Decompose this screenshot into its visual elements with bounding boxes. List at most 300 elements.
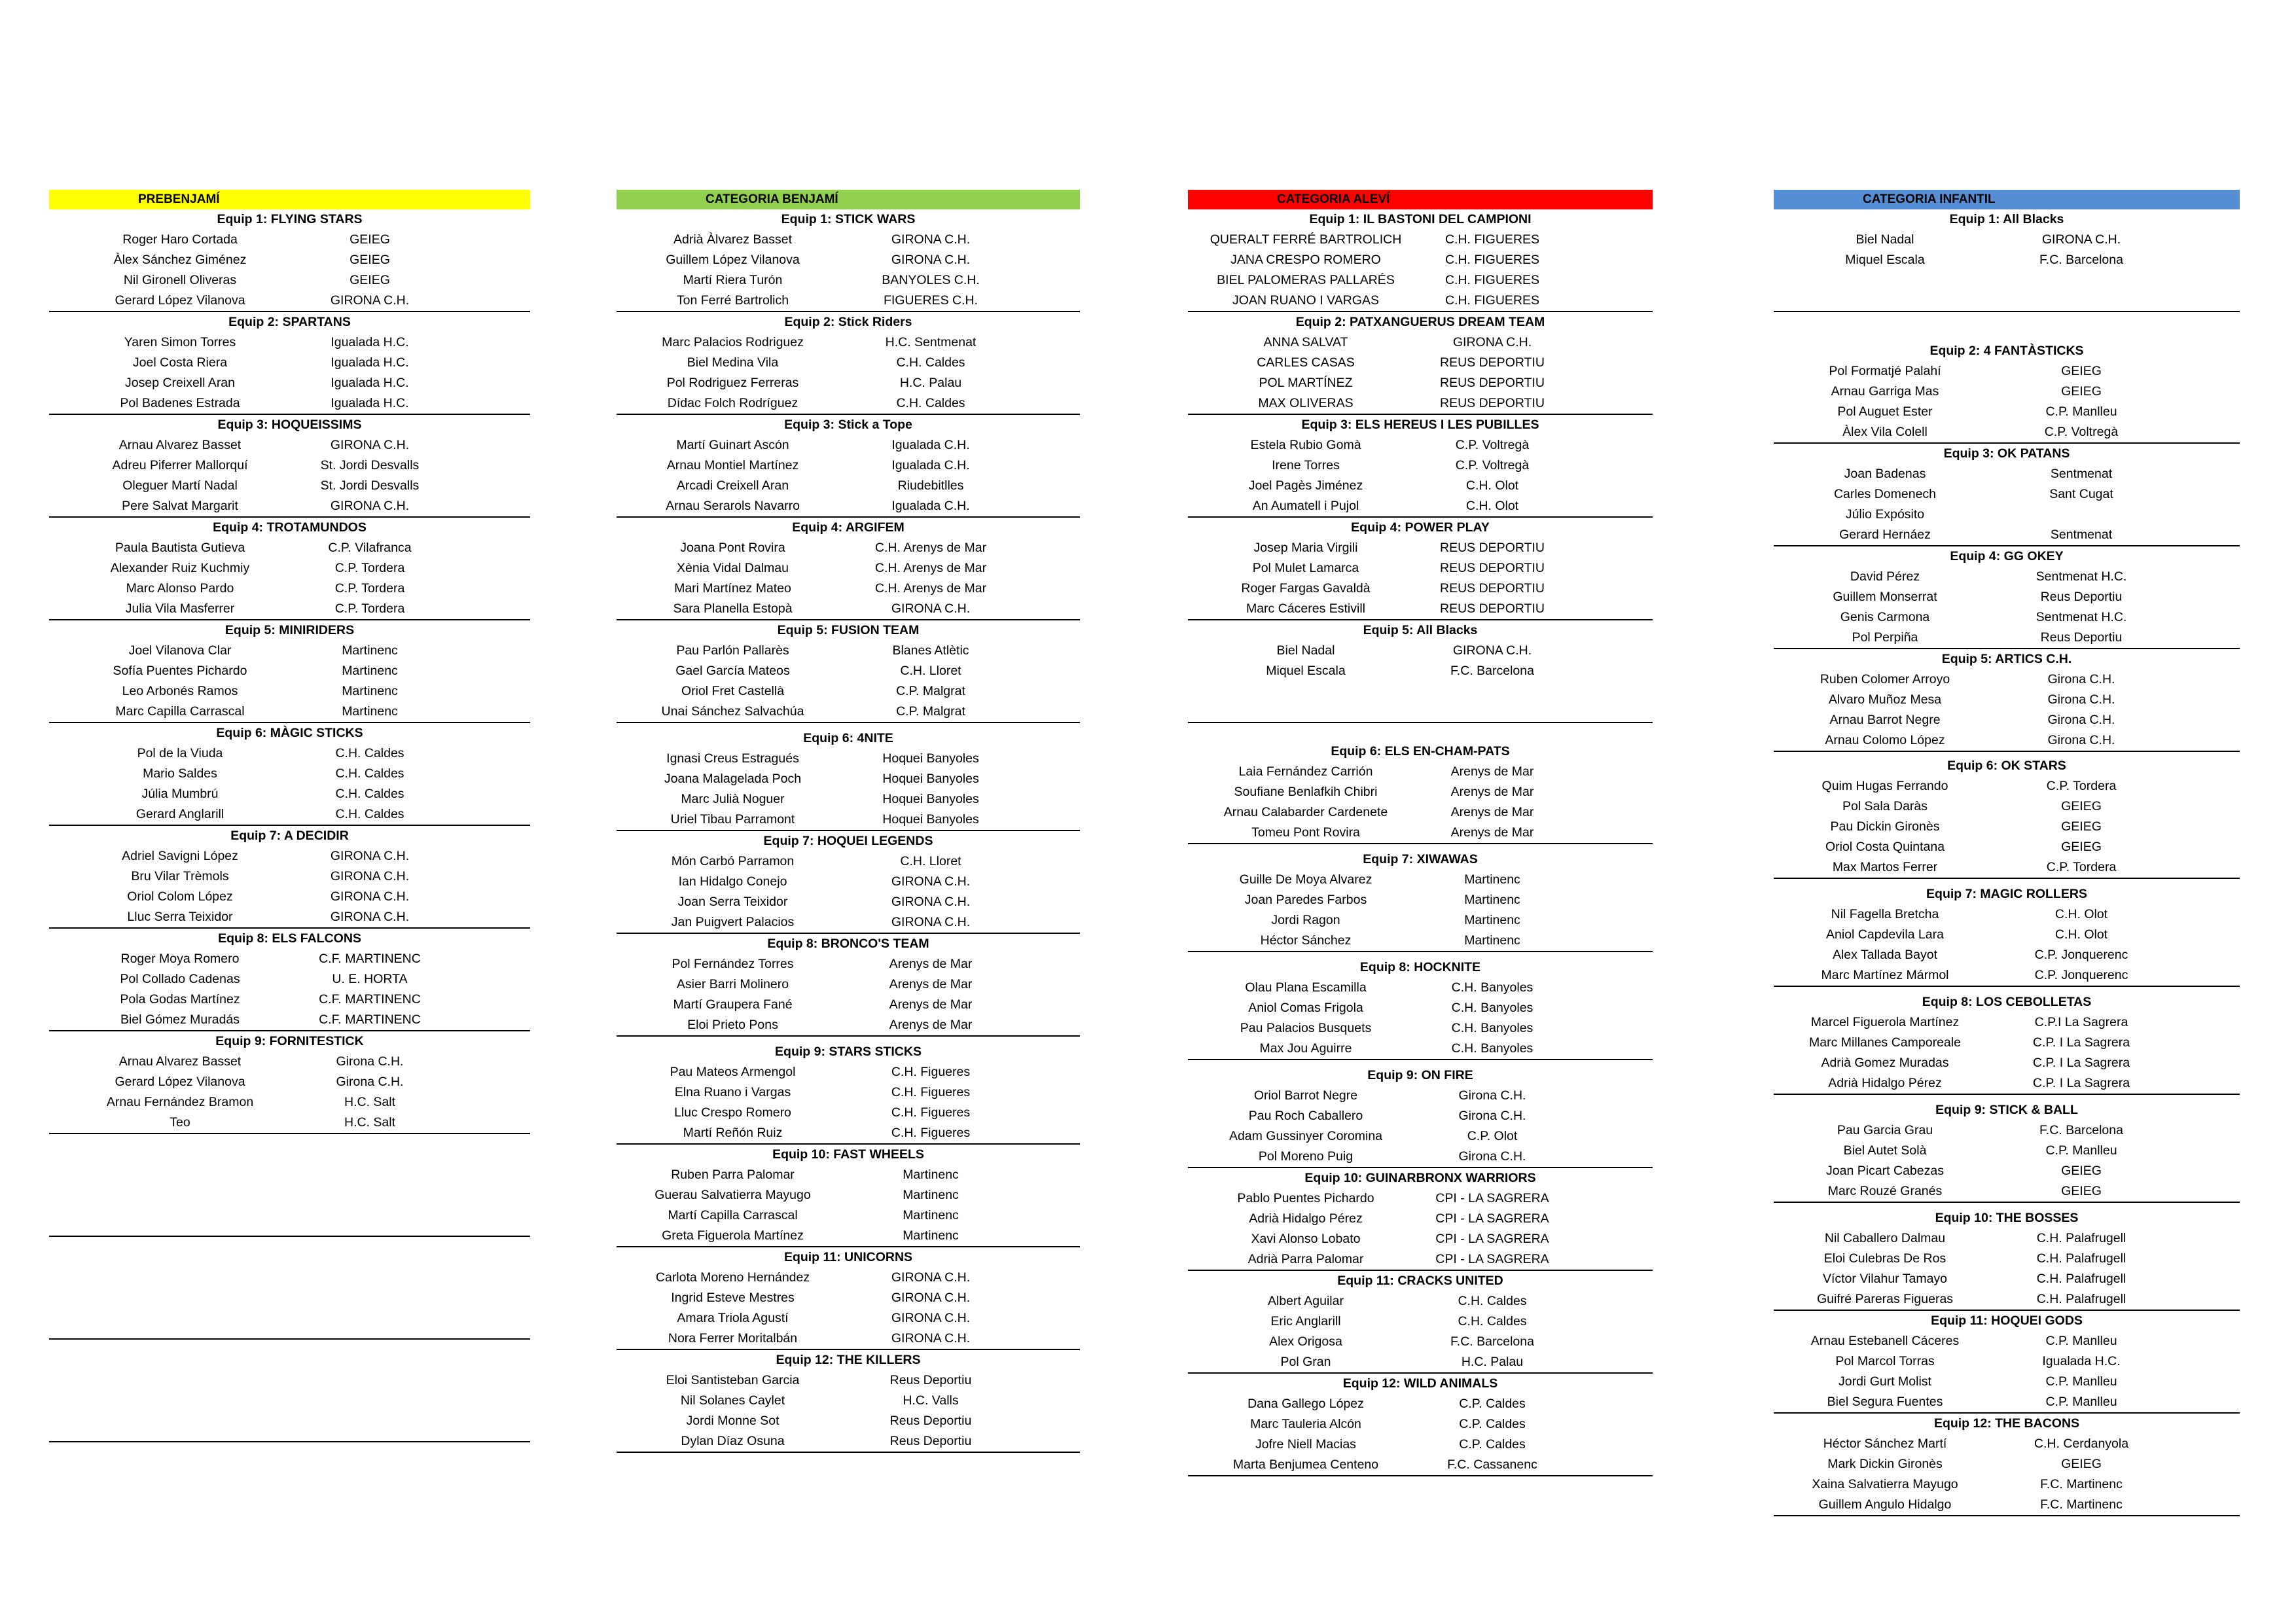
member-row bbox=[1188, 1126, 1653, 1147]
member-row bbox=[1188, 455, 1653, 476]
club-name: GEIEG bbox=[2061, 364, 2102, 378]
club-name: GEIEG bbox=[2061, 819, 2102, 834]
player-name: Eloi Culebras De Ros bbox=[1823, 1251, 1946, 1266]
member-row bbox=[49, 1380, 530, 1400]
team-title: Equip 4: GG OKEY bbox=[1950, 549, 2064, 563]
member-row bbox=[617, 702, 1080, 723]
member-row bbox=[49, 949, 530, 969]
team-block bbox=[617, 415, 1080, 518]
club-name: Girona C.H. bbox=[1458, 1109, 1526, 1123]
player-name bbox=[49, 1380, 311, 1400]
member-row bbox=[617, 1411, 1080, 1431]
team-block bbox=[617, 1042, 1080, 1145]
member-row bbox=[1188, 870, 1653, 890]
team-title: Equip 7: XIWAWAS bbox=[1363, 852, 1478, 866]
member-row bbox=[1774, 1351, 2240, 1372]
team-title: Equip 11: CRACKS UNITED bbox=[1337, 1274, 1503, 1288]
player-name: Pere Salvat Margarit bbox=[122, 499, 238, 513]
member-row bbox=[49, 1092, 530, 1113]
club-name: C.H. Arenys de Mar bbox=[874, 541, 987, 555]
team-block bbox=[1774, 1414, 2240, 1516]
club-name: GIRONA C.H. bbox=[891, 253, 971, 267]
player-name bbox=[49, 1318, 311, 1338]
player-name: Roger Fargas Gavaldà bbox=[1241, 581, 1371, 596]
player-name: Gerard López Vilanova bbox=[115, 293, 245, 308]
club-name: Martinenc bbox=[903, 1208, 959, 1222]
member-row bbox=[617, 995, 1080, 1015]
club-name: C.P. Manlleu bbox=[2045, 1374, 2117, 1389]
team-title: Equip 1: FLYING STARS bbox=[217, 212, 363, 226]
category-benjami-column bbox=[617, 190, 1080, 1453]
member-row bbox=[1774, 1454, 2240, 1474]
category-header: CATEGORIA INFANTIL bbox=[1774, 190, 2240, 209]
club-name: C.P. Tordera bbox=[334, 581, 405, 596]
club-name: C.H. FIGUERES bbox=[1444, 273, 1540, 287]
player-name: Pol Collado Cadenas bbox=[120, 972, 240, 986]
player-name: Júlio Expósito bbox=[1845, 507, 1925, 522]
player-name: Arnau Montiel Martínez bbox=[666, 458, 799, 473]
club-name: Reus Deportiu bbox=[889, 1434, 972, 1448]
player-name: Héctor Sánchez Martí bbox=[1823, 1436, 1947, 1451]
club-name: GIRONA C.H. bbox=[891, 915, 971, 929]
team-title: Equip 2: Stick Riders bbox=[784, 315, 912, 329]
team-block bbox=[617, 620, 1080, 723]
member-row bbox=[49, 230, 530, 250]
club-name: C.P. Malgrat bbox=[896, 704, 965, 719]
player-name: Paula Bautista Gutieva bbox=[115, 541, 245, 555]
club-name: CPI - LA SAGRERA bbox=[1435, 1211, 1549, 1226]
member-row bbox=[49, 907, 530, 929]
club-name: C.H. Caldes bbox=[896, 396, 965, 410]
member-row bbox=[1774, 1289, 2240, 1311]
member-row bbox=[1774, 904, 2240, 925]
member-row bbox=[617, 538, 1080, 558]
member-row bbox=[617, 1288, 1080, 1308]
team-title: Equip 12: THE KILLERS bbox=[776, 1353, 921, 1367]
member-row bbox=[1774, 669, 2240, 690]
club-name: C.H. Olot bbox=[2054, 927, 2108, 942]
member-row bbox=[1774, 1073, 2240, 1095]
club-name: C.H. FIGUERES bbox=[1444, 253, 1540, 267]
club-name: C.P. Voltregà bbox=[1455, 458, 1530, 473]
player-name: Pol Marcol Torras bbox=[1835, 1354, 1935, 1368]
player-name: Món Carbó Parramon bbox=[671, 854, 795, 868]
club-name: Martinenc bbox=[1464, 872, 1520, 887]
member-row bbox=[617, 810, 1080, 831]
player-name: David Pérez bbox=[1850, 569, 1920, 584]
team-title: Equip 1: STICK WARS bbox=[781, 212, 916, 226]
club-name: H.C. Palau bbox=[899, 376, 962, 390]
member-row bbox=[1774, 464, 2240, 484]
player-name: Roger Haro Cortada bbox=[122, 232, 238, 247]
club-name: GEIEG bbox=[2061, 384, 2102, 399]
member-row bbox=[617, 579, 1080, 599]
club-name: C.H. Palafrugell bbox=[2036, 1272, 2126, 1286]
player-name: Estela Rubio Gomà bbox=[1250, 438, 1361, 452]
club-name: Girona C.H. bbox=[2047, 672, 2115, 687]
member-row bbox=[1188, 661, 1653, 681]
member-row bbox=[1774, 270, 2240, 291]
player-name: Adam Gussinyer Coromina bbox=[1229, 1129, 1383, 1143]
player-name: Marc Cáceres Estivill bbox=[1246, 601, 1366, 616]
member-row bbox=[1188, 1249, 1653, 1271]
player-name bbox=[49, 1154, 311, 1175]
club-name: C.F. MARTINENC bbox=[319, 1012, 421, 1027]
player-name: Ingrid Esteve Mestres bbox=[671, 1291, 795, 1305]
player-name: Víctor Vilahur Tamayo bbox=[1822, 1272, 1948, 1286]
team-title: Equip 4: POWER PLAY bbox=[1351, 520, 1490, 535]
member-row bbox=[49, 661, 530, 681]
member-row bbox=[1188, 373, 1653, 393]
player-name bbox=[49, 1195, 311, 1215]
team-title: Equip 8: ELS FALCONS bbox=[218, 931, 361, 946]
member-row bbox=[49, 558, 530, 579]
member-row bbox=[49, 353, 530, 373]
member-row bbox=[1188, 250, 1653, 270]
player-name: Guillem Angulo Hidalgo bbox=[1818, 1497, 1952, 1512]
player-name: Dana Gallego López bbox=[1247, 1397, 1364, 1411]
member-row bbox=[1188, 1435, 1653, 1455]
team-block bbox=[49, 826, 530, 929]
member-row bbox=[1774, 230, 2240, 250]
member-row bbox=[1188, 1332, 1653, 1352]
player-name: Arnau Serarols Navarro bbox=[666, 499, 800, 513]
member-row bbox=[617, 974, 1080, 995]
member-row bbox=[617, 1329, 1080, 1350]
club-name: GEIEG bbox=[2061, 1457, 2102, 1471]
club-name: GEIEG bbox=[350, 273, 390, 287]
club-name: C.P. Tordera bbox=[334, 561, 405, 575]
club-name: C.P. Jonquerenc bbox=[2034, 968, 2128, 982]
player-name: Martí Guinart Ascón bbox=[676, 438, 789, 452]
team-title: Equip 6: 4NITE bbox=[803, 731, 893, 745]
team-block bbox=[617, 934, 1080, 1037]
club-name: REUS DEPORTIU bbox=[1440, 561, 1545, 575]
member-row bbox=[49, 681, 530, 702]
player-name: Arnau Estebanell Cáceres bbox=[1810, 1334, 1960, 1348]
player-name: Guifré Pareras Figueras bbox=[1816, 1292, 1954, 1306]
member-row bbox=[49, 599, 530, 620]
player-name: Joan Paredes Farbos bbox=[1244, 893, 1367, 907]
player-name: Julia Vila Masferrer bbox=[125, 601, 235, 616]
club-name: GEIEG bbox=[2061, 1184, 2102, 1198]
club-name: H.C. Salt bbox=[344, 1095, 396, 1109]
player-name: Mark Dickin Gironès bbox=[1827, 1457, 1943, 1471]
club-name: Igualada C.H. bbox=[891, 458, 970, 473]
club-name: Martinenc bbox=[1464, 913, 1520, 927]
player-name: Gael García Mateos bbox=[675, 664, 790, 678]
member-row bbox=[1774, 1181, 2240, 1203]
category-header: CATEGORIA ALEVÍ bbox=[1188, 190, 1653, 209]
player-name: Dylan Díaz Osuna bbox=[681, 1434, 785, 1448]
member-row bbox=[617, 476, 1080, 496]
player-name: Unai Sánchez Salvachúa bbox=[661, 704, 804, 719]
club-name: Girona C.H. bbox=[1458, 1088, 1526, 1103]
player-name: Alex Origosa bbox=[1269, 1334, 1342, 1349]
member-row bbox=[49, 1154, 530, 1175]
member-row bbox=[1774, 422, 2240, 444]
player-name: Adrià Gomez Muradas bbox=[1821, 1056, 1949, 1070]
club-name: C.H. Arenys de Mar bbox=[874, 581, 987, 596]
club-name: C.H. Palafrugell bbox=[2036, 1292, 2126, 1306]
member-row bbox=[1774, 1012, 2240, 1033]
player-name bbox=[49, 1298, 311, 1318]
player-name: Soufiane Benlafkih Chibri bbox=[1234, 785, 1378, 799]
player-name: Max Martos Ferrer bbox=[1832, 860, 1938, 874]
member-row bbox=[617, 789, 1080, 810]
club-name: Igualada C.H. bbox=[891, 438, 970, 452]
team-block bbox=[49, 209, 530, 312]
club-name: C.P. Caldes bbox=[1459, 1397, 1526, 1411]
member-row bbox=[1774, 402, 2240, 422]
member-row bbox=[1188, 538, 1653, 558]
club-name: REUS DEPORTIU bbox=[1440, 601, 1545, 616]
team-title: Equip 9: FORNITESTICK bbox=[215, 1034, 364, 1048]
team-title: Equip 10: THE BOSSES bbox=[1935, 1211, 2079, 1225]
team-title: Equip 8: LOS CEBOLLETAS bbox=[1922, 995, 2092, 1009]
player-name: Adrià Hidalgo Pérez bbox=[1828, 1076, 1942, 1090]
club-name: GIRONA C.H. bbox=[2041, 232, 2121, 247]
player-name: Marc Martínez Mármol bbox=[1821, 968, 1949, 982]
club-name: C.H. Banyoles bbox=[1451, 1001, 1534, 1015]
member-row bbox=[1188, 435, 1653, 455]
team-title: Equip 3: Stick a Tope bbox=[784, 418, 912, 432]
club-name: C.F. MARTINENC bbox=[319, 952, 421, 966]
member-row bbox=[1774, 1053, 2240, 1073]
player-name bbox=[49, 1257, 311, 1277]
club-name: Martinenc bbox=[1464, 933, 1520, 948]
team-title: Equip 9: STICK & BALL bbox=[1935, 1103, 2078, 1117]
player-name: Eric Anglarill bbox=[1270, 1314, 1341, 1329]
player-name: Oriol Costa Quintana bbox=[1825, 840, 1945, 854]
club-name: H.C. Salt bbox=[344, 1115, 396, 1130]
team-block bbox=[1188, 1168, 1653, 1271]
member-row bbox=[49, 866, 530, 887]
member-row bbox=[1774, 361, 2240, 382]
player-name bbox=[1188, 681, 1424, 702]
club-name bbox=[311, 1380, 429, 1400]
team-title: Equip 11: HOQUEI GODS bbox=[1931, 1313, 2083, 1328]
club-name: F.C. Barcelona bbox=[2039, 1123, 2123, 1137]
team-title: Equip 2: PATXANGUERUS DREAM TEAM bbox=[1295, 315, 1545, 329]
club-name: Reus Deportiu bbox=[2040, 590, 2123, 604]
club-name: REUS DEPORTIU bbox=[1440, 581, 1545, 596]
player-name: Guerau Salvatierra Mayugo bbox=[655, 1188, 811, 1202]
member-row bbox=[49, 969, 530, 990]
team-block bbox=[1188, 1374, 1653, 1476]
club-name: C.H. Caldes bbox=[335, 787, 404, 801]
member-row bbox=[49, 579, 530, 599]
player-name: ANNA SALVAT bbox=[1263, 335, 1348, 349]
player-name: Arnau Calabarder Cardenete bbox=[1223, 805, 1388, 819]
player-name: Arnau Fernández Bramon bbox=[106, 1095, 254, 1109]
member-row bbox=[1774, 250, 2240, 270]
club-name: Martinenc bbox=[903, 1168, 959, 1182]
club-name: GEIEG bbox=[2061, 799, 2102, 813]
team-block bbox=[1774, 992, 2240, 1095]
team-block bbox=[1774, 649, 2240, 752]
member-row bbox=[1774, 291, 2240, 312]
team-title: Equip 7: A DECIDIR bbox=[230, 829, 349, 843]
team-block bbox=[1774, 546, 2240, 649]
member-row bbox=[1188, 291, 1653, 312]
club-name: Igualada H.C. bbox=[331, 376, 409, 390]
player-name: Lluc Crespo Romero bbox=[674, 1105, 791, 1120]
club-name: Hoquei Banyoles bbox=[882, 751, 979, 766]
member-row bbox=[1188, 998, 1653, 1018]
member-row bbox=[1188, 1106, 1653, 1126]
club-name: GEIEG bbox=[350, 253, 390, 267]
member-row bbox=[1774, 1269, 2240, 1289]
member-row bbox=[49, 1400, 530, 1421]
club-name: C.P. Tordera bbox=[2046, 860, 2117, 874]
player-name: Héctor Sánchez bbox=[1260, 933, 1352, 948]
team-block bbox=[617, 1145, 1080, 1247]
member-row bbox=[49, 1257, 530, 1277]
member-row bbox=[617, 641, 1080, 661]
club-name: Sentmenat H.C. bbox=[2036, 610, 2127, 624]
club-name: C.H. Figueres bbox=[891, 1065, 971, 1079]
team-title: Equip 5: MINIRIDERS bbox=[224, 623, 355, 637]
player-name: Àlex Sánchez Giménez bbox=[113, 253, 247, 267]
team-block bbox=[617, 728, 1080, 831]
member-row bbox=[49, 270, 530, 291]
member-row bbox=[617, 1268, 1080, 1288]
player-name: Júlia Mumbrú bbox=[141, 787, 219, 801]
player-name: Adrià Hidalgo Pérez bbox=[1249, 1211, 1363, 1226]
player-name: Martí Reñón Ruiz bbox=[683, 1126, 783, 1140]
team-block bbox=[617, 518, 1080, 620]
club-name: Martinenc bbox=[342, 643, 398, 658]
member-row bbox=[1188, 802, 1653, 823]
player-name: Teo bbox=[170, 1115, 190, 1130]
club-name bbox=[311, 1421, 429, 1441]
player-name: Ton Ferré Bartrolich bbox=[676, 293, 789, 308]
member-row bbox=[617, 496, 1080, 518]
team-title: Equip 5: FUSION TEAM bbox=[777, 623, 920, 637]
player-name: Pol Mulet Lamarca bbox=[1252, 561, 1359, 575]
club-name: C.P. Voltregà bbox=[1455, 438, 1530, 452]
member-row bbox=[49, 702, 530, 723]
category-infantil-column bbox=[1774, 190, 2240, 1516]
player-name bbox=[49, 1400, 311, 1421]
member-row bbox=[1188, 1352, 1653, 1374]
member-row bbox=[1774, 1331, 2240, 1351]
club-name: C.H. Caldes bbox=[1458, 1314, 1527, 1329]
member-row bbox=[1188, 558, 1653, 579]
club-name: REUS DEPORTIU bbox=[1440, 376, 1545, 390]
member-row bbox=[1774, 607, 2240, 628]
member-row bbox=[617, 373, 1080, 393]
member-row bbox=[49, 455, 530, 476]
player-name: Pau Dickin Gironès bbox=[1830, 819, 1940, 834]
team-title: Equip 9: ON FIRE bbox=[1367, 1068, 1473, 1082]
club-name: Arenys de Mar bbox=[889, 1018, 973, 1032]
team-block bbox=[617, 831, 1080, 934]
club-name: C.H. Figueres bbox=[891, 1126, 971, 1140]
club-name: REUS DEPORTIU bbox=[1440, 355, 1545, 370]
club-name: Arenys de Mar bbox=[889, 977, 973, 991]
club-name: C.P. Jonquerenc bbox=[2034, 948, 2128, 962]
player-name: Marc Alonso Pardo bbox=[126, 581, 234, 596]
club-name: C.H. FIGUERES bbox=[1444, 293, 1540, 308]
club-name: Hoquei Banyoles bbox=[882, 812, 979, 827]
player-name: Pau Mateos Armengol bbox=[670, 1065, 796, 1079]
member-row bbox=[1188, 702, 1653, 723]
club-name: C.H. Caldes bbox=[896, 355, 965, 370]
member-row bbox=[1188, 579, 1653, 599]
member-row bbox=[49, 1421, 530, 1442]
club-name: C.P. Olot bbox=[1467, 1129, 1518, 1143]
club-name: Sentmenat bbox=[2050, 467, 2113, 481]
club-name bbox=[1424, 702, 1561, 722]
member-row bbox=[49, 332, 530, 353]
club-name: F.C. Barcelona bbox=[1450, 664, 1534, 678]
player-name: Nil Caballero Dalmau bbox=[1824, 1231, 1946, 1245]
member-row bbox=[49, 1113, 530, 1134]
player-name: Oriol Fret Castellà bbox=[681, 684, 785, 698]
member-row bbox=[49, 1298, 530, 1318]
team-block bbox=[1188, 957, 1653, 1060]
member-row bbox=[1188, 353, 1653, 373]
member-row bbox=[617, 1103, 1080, 1123]
team-block bbox=[1188, 209, 1653, 312]
member-row bbox=[1188, 762, 1653, 782]
member-row bbox=[617, 1185, 1080, 1205]
player-name: Xavi Alonso Lobato bbox=[1251, 1232, 1361, 1246]
player-name: Xaina Salvatierra Mayugo bbox=[1812, 1477, 1958, 1491]
club-name: Reus Deportiu bbox=[2040, 630, 2123, 645]
player-name: Marc Rouzé Granés bbox=[1827, 1184, 1943, 1198]
member-row bbox=[1188, 270, 1653, 291]
member-row bbox=[617, 250, 1080, 270]
player-name: Pol Auguet Ester bbox=[1837, 404, 1933, 419]
team-title: Equip 11: UNICORNS bbox=[783, 1250, 913, 1264]
member-row bbox=[1188, 681, 1653, 702]
member-row bbox=[1774, 382, 2240, 402]
club-name bbox=[1424, 681, 1561, 702]
club-name bbox=[311, 1175, 429, 1195]
club-name: Girona C.H. bbox=[336, 1054, 404, 1069]
team-block bbox=[49, 518, 530, 620]
member-row bbox=[1188, 1147, 1653, 1168]
player-name: Asier Barri Molinero bbox=[676, 977, 789, 991]
club-name: H.C. Palau bbox=[1461, 1355, 1524, 1369]
member-row bbox=[1774, 1474, 2240, 1495]
player-name: Genis Carmona bbox=[1840, 610, 1930, 624]
player-name: Eloi Prieto Pons bbox=[687, 1018, 778, 1032]
player-name: Josep Creixell Aran bbox=[125, 376, 235, 390]
club-name: Reus Deportiu bbox=[889, 1373, 972, 1387]
player-name: Gerard Hernáez bbox=[1839, 527, 1931, 542]
team-title: Equip 2: 4 FANTÀSTICKS bbox=[1929, 344, 2084, 358]
player-name: Amara Triola Agustí bbox=[677, 1311, 789, 1325]
player-name: Carles Domenech bbox=[1833, 487, 1937, 501]
team-title: Equip 3: OK PATANS bbox=[1943, 446, 2070, 461]
club-name bbox=[311, 1400, 429, 1421]
player-name: Tomeu Pont Rovira bbox=[1251, 825, 1360, 840]
player-name bbox=[49, 1421, 311, 1441]
member-row bbox=[49, 496, 530, 518]
player-name: Oleguer Martí Nadal bbox=[122, 478, 238, 493]
member-row bbox=[617, 1226, 1080, 1247]
member-row bbox=[1774, 776, 2240, 796]
club-name: Reus Deportiu bbox=[889, 1414, 972, 1428]
member-row bbox=[617, 393, 1080, 415]
member-row bbox=[617, 912, 1080, 934]
club-name: Girona C.H. bbox=[336, 1075, 404, 1089]
club-name: GIRONA C.H. bbox=[891, 1331, 971, 1346]
